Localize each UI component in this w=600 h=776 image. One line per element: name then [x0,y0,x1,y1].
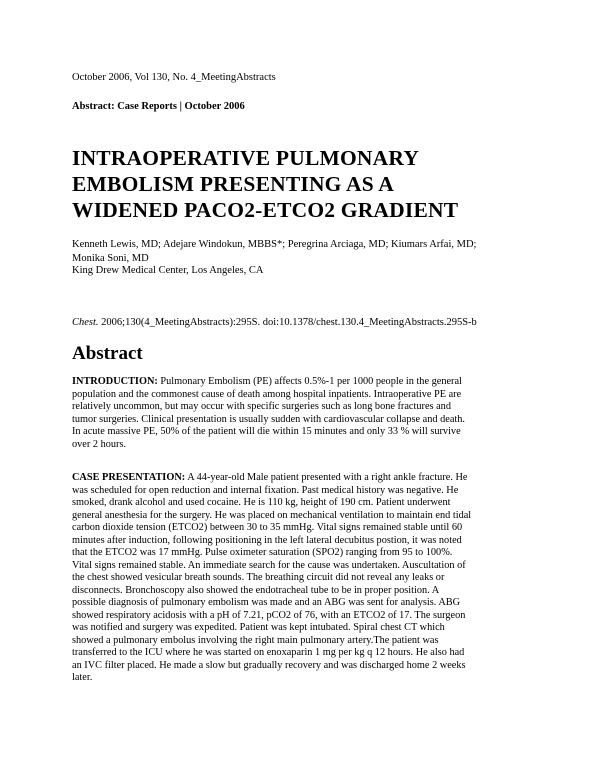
abstract-heading: Abstract [72,343,143,364]
paragraph-line: CASE PRESENTATION: A 44-year-old Male patient presented with a right ankle fracture. He [72,472,468,483]
paragraph-line: minutes after induction, following positioning in the left lateral decubitus postion, it was noted [72,534,462,546]
title-line: EMBOLISM PRESENTING AS A [72,172,394,196]
author-line: Monika Soni, MD [72,252,149,264]
paragraph-line: showed respiratory acidosis with a pH of 7.21, pCO2 of 76, with an ETCO2 of 17. The surgeon [72,609,466,621]
paragraph-line: was notified and surgery was expedited. Patient was kept intubated. Spiral chest CT which [72,622,445,633]
author-line: Kenneth Lewis, MD; Adejare Windokun, MBBS*; Peregrina Arciaga, MD; Kiumars Arfai, MD; [72,239,477,250]
case-presentation-paragraph [72,472,532,685]
case-presentation-label: CASE PRESENTATION: [72,472,186,483]
paragraph-line: over 2 hours. [72,438,127,450]
paragraph-line: that the ETCO2 was 17 mmHg. Pulse oximeter saturation (SPO2) ranging from 95 to 100%. [72,547,453,558]
paragraph-line: possible diagnosis of pulmonary embolism was made and an ABG was sent for analysis. ABG [72,597,461,608]
journal-issue-line: October 2006, Vol 130, No. 4_MeetingAbstracts [72,72,276,83]
paragraph-line: smoked, drank alcohol and used cocaine. He is 110 kg, height of 190 cm. Patient underwent [72,497,451,508]
citation [72,317,477,328]
paragraph-line: later. [72,672,93,683]
paragraph-line: general anesthesia for the surgery. He was placed on mechanical ventilation to maintain end tidal [72,509,472,521]
paragraph-line: population and the commonest cause of death among hospital inpatients. Intraoperative PE are [72,388,462,400]
article-title [72,145,542,223]
author-list [72,238,542,265]
introduction-paragraph [72,376,532,451]
paragraph-line: tumor surgeries. Clinical presentation is usually sudden with cardiovascular collapse and death. [72,413,465,425]
citation-details: 2006;130(4_MeetingAbstracts):295S. doi:10.1378/chest.130.4_MeetingAbstracts.295S-b [98,317,477,328]
paragraph-line: carbon dioxide tension (ETCO2) between 30 to 35 mmHg. Vital signs remained stable until 60 [72,522,463,533]
affiliation: King Drew Medical Center, Los Angeles, CA [72,265,264,276]
introduction-label: INTRODUCTION: [72,376,158,387]
paragraph-line: transferred to the ICU where he was started on enoxaparin 1 mg per kg q 12 hours. He also had [72,647,465,658]
paragraph-line: relatively uncommon, but may occur with specific surgeries such as long bone fractures and [72,401,451,412]
paragraph-line: Vital signs remained stable. An immediate search for the cause was undertaken. Auscultation of [72,559,466,571]
paragraph-line: an IVC filter placed. He made a slow but gradually recovery and was discharged home 2 weeks [72,659,466,671]
title-line: INTRAOPERATIVE PULMONARY [72,146,420,170]
citation-journal: Chest. [72,317,99,328]
paragraph-line: showed a pulmonary embolus involving the right main pulmonary artery.The patient was [72,634,439,646]
title-line: WIDENED PACO2-ETCO2 GRADIENT [72,198,459,222]
paragraph-line: INTRODUCTION: Pulmonary Embolism (PE) affects 0.5%-1 per 1000 people in the general [72,376,462,387]
paragraph-line: was scheduled for open reduction and internal fixation. Past medical history was negative. He [72,484,459,496]
section-line: Abstract: Case Reports | October 2006 [72,101,245,112]
paragraph-line: the chest showed vesicular breath sounds. The breathing circuit did not reveal any leaks or [72,572,445,583]
paragraph-line: In acute massive PE, 50% of the patient will die within 15 minutes and only 33 % will survive [72,426,461,437]
paragraph-line: disconnects. Bronchoscopy also showed the endotracheal tube to be in proper position. A [72,584,440,596]
